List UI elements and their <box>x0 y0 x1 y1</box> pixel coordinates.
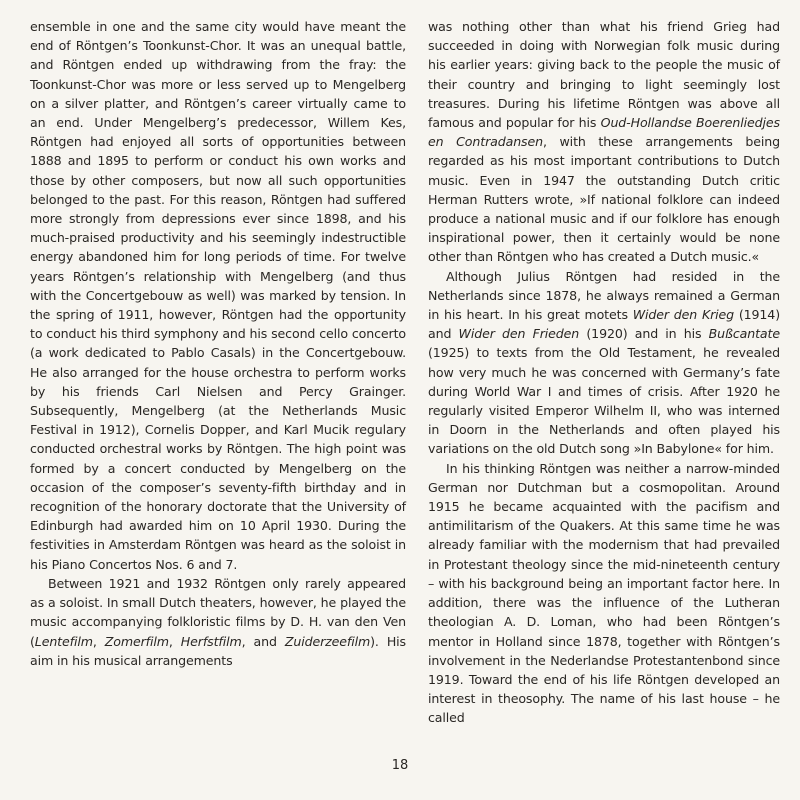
italic-title: Oud-Hollandse Boerenliedjes en Contradansen <box>428 115 780 150</box>
text-run: In his thinking Röntgen was neither a narrow-minded German nor Dutchman but a cosmopolitan. Around 1915 he became acquainted with the pacifism and antimilitarism of the Quakers. At this same time he was already familiar with the modernism that had prevailed in Protestant theology since the mid-nineteenth century – with his background being an important factor here. In addition, there was the influence of the Lutheran theologian A. D. Loman, who had been Röntgen’s mentor in Holland since 1878, together with Röntgen’s involvement in the Nederlandse Protestantenbond since 1919. Toward the end of his life Röntgen developed an interest in theosophy. The name of his last house – he called <box>428 460 780 726</box>
paragraph <box>428 267 780 459</box>
text-run: (1920) and in his <box>579 326 709 342</box>
text-run: (1914) and <box>428 307 780 342</box>
italic-title: Herfstfilm <box>180 633 242 649</box>
text-run: ensemble in one and the same city would have meant the end of Röntgen’s Toonkunst-Chor. It was an unequal battle, and Röntgen ended up withdrawing from the fray: the Toonkunst-Chor was more or less served up to Mengelberg on a silver platter, and Röntgen’s career virtually came to an end. Under Mengelberg’s predecessor, Willem Kes, Röntgen had enjoyed all sorts of opportunities between 1888 and 1895 to perform or conduct his own works and those by other composers, but now all such opportunities belonged to the past. For this reason, Röntgen had suffered more strongly from depressions ever since 1898, and his much-praised productivity and his seemingly indestructible energy abandoned him for long periods of time. For twelve years Röntgen’s relationship with Mengelberg (and thus with the Concertgebouw as well) was marked by tension. In the spring of 1911, however, Röntgen had the opportunity to conduct his third symphony and his second cello concerto (a work dedicated to Pablo Casals) in the Concertgebouw. He also arranged for the house orchestra to perform works by his friends Carl Nielsen and Percy Grainger. Subsequently, Mengelberg (at the Netherlands Music Festival in 1912), Cornelis Dopper, and Karl Mucik regulary conducted orchestral works by Röntgen. The high point was formed by a concert conducted by Mengelberg on the occasion of the composer’s seventy-fifth birthday and in recognition of the honorary doctorate that the University of Edinburgh had awarded him on 10 April 1930. During the festivities in Amsterdam Röntgen was heard as the soloist in his Piano Concertos Nos. 6 and 7. <box>30 19 406 572</box>
italic-title: Lentefilm <box>34 633 93 649</box>
paragraph <box>428 17 780 267</box>
paragraph <box>428 459 780 728</box>
text-run: , with these arrangements being regarded as his most important contributions to Dutch music. Even in 1947 the outstanding Dutch critic Herman Rutters wrote, »If national folklore can indeed produce a national music and if our folklore has enough inspirational power, then it certainly would be none other than Röntgen who has created a Dutch music.« <box>428 134 780 265</box>
text-run: , and <box>241 633 285 649</box>
right-column <box>428 17 780 728</box>
italic-title: Wider den Frieden <box>458 326 580 342</box>
text-run: (1925) to texts from the Old Testament, he revealed how very much he was concerned with Germany’s fate during World War I and times of crisis. After 1920 he regularly visited Emperor Wilhelm II, who was interned in Doorn in the Netherlands and often played his variations on the old Dutch song »In Babylone« for him. <box>428 345 780 457</box>
text-run: Between 1921 and 1932 Röntgen only rarely appeared as a soloist. In small Dutch theaters, however, he played the music accompanying folkloristic films by D. H. van den Ven ( <box>30 575 406 649</box>
page-number: 18 <box>391 758 409 773</box>
text-run: Although Julius Röntgen had resided in the Netherlands since 1878, he always remained a German in his heart. In his great motets <box>428 268 780 323</box>
left-column <box>30 17 406 670</box>
paragraph <box>30 17 406 574</box>
paragraph <box>30 574 406 670</box>
italic-title: Wider den Krieg <box>632 307 735 323</box>
text-run: ). His aim in his musical arrangements <box>30 633 406 668</box>
text-run: , <box>92 633 105 649</box>
italic-title: Zuiderzeefilm <box>284 633 371 649</box>
text-run: , <box>168 633 181 649</box>
text-run: was nothing other than what his friend Grieg had succeeded in doing with Norwegian folk music during his earlier years: giving back to the people the music of their country and bringing to light seemingly lost treasures. During his lifetime Röntgen was above all famous and popular for his <box>428 19 780 131</box>
italic-title: Bußcantate <box>708 326 780 342</box>
italic-title: Zomerfilm <box>104 633 169 649</box>
